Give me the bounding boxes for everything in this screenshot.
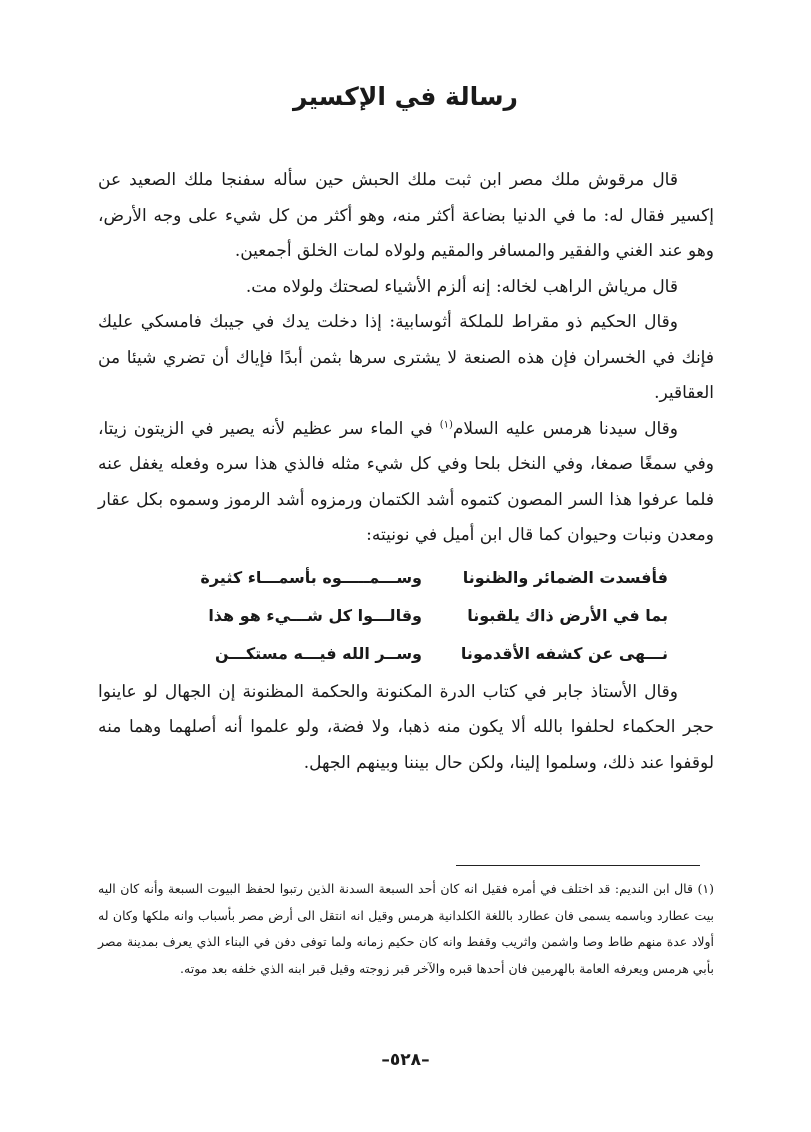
verse-first-hemistich: بما في الأرض ذاك يلقبونا [467,605,668,625]
footnote-text: (١) قال ابن النديم: قد اختلف في أمره فقيل انه كان أحد السبعة السدنة الذين رتبوا لحفظ البيوت السبعة وأنه كان اليه بيت عطارد وباسمه يسمى فان عطارد باللغة الكلدانية هرمس وقيل انه انتقل الى أرض مصر بأسباب وانه ملكها وكان له أولاد عدة منهم طاط وصا واشمن واثريب وقفط وانه كان حكيم زمانه ولما توفى دفن في البناء الذي يعرف بمدينة مصر بأبي هرمس ويعرفه العامة بالهرمين فان أحدها قبره والآخر قبر زوجته وقيل قبر ابنه الذي خلفه بعد موته. [98,881,714,976]
paragraph-marqush: قال مرقوش ملك مصر ابن ثبت ملك الحبش حين سأله سفنجا ملك الصعيد عن إكسير فقال له: ما في الدنيا بضاعة أكثر منه، وهو أكثر من كل شيء على وجه الأرض، وهو عند الغني والفقير والمسافر والمقيم ولولاه لمات الخلق أجمعين. [98,170,714,261]
verse-second-hemistich: وســـمـــــوه بأسمـــاء كثيرة [200,567,422,587]
paragraph-jabir: وقال الأستاذ جابر في كتاب الدرة المكنونة والحكمة المظنونة إن الجهال لو عاينوا حجر الحكماء لحلفوا بالله ألا يكون منه ذهبا، ولا فضة، ولو علموا أنه أصلهما وهما منه لوقفوا عند ذلك، وسلموا إلينا، ولكن حال بيننا وبينهم الجهل. [98,681,714,773]
verse-first-hemistich: فأفسدت الضمائر والظنونا [462,567,668,587]
verse-line [98,597,714,635]
footnote-reference[interactable]: (١) [439,418,453,430]
verse-first-hemistich: نـــهى عن كشفه الأقدمونا [460,643,668,663]
footnote-divider [456,865,700,866]
main-text [98,163,714,781]
paragraph-maryash: قال مرياش الراهب لخاله: إنه ألزم الأشياء لصحتك ولولاه مت. [245,276,678,297]
verse-line [98,559,714,597]
paragraph-hermes [98,412,714,554]
verse-second-hemistich: وســر الله فيـــه مستكـــن [215,643,422,663]
hermes-text-start: وقال سيدنا هرمس عليه السلام [452,418,678,439]
verse-line [98,635,714,673]
verse-second-hemistich: وقالـــوا كل شـــيء هو هذا [208,605,422,625]
footnote [98,876,714,982]
hermes-text-rest: في الماء سر عظيم لأنه يصير في الزيتون زيتا، وفي سمغًا صمغا، وفي النخل بلحا وفي كل شيء مثله فالذي هذا سره وفعله يغفل عنه فلما عرفوا هذا السر المصون كتموه أشد الكتمان ورمزوه أشد الرموز وسموه بكل عقار ومعدن ونبات وحيوان كما قال ابن أميل في نونيته: [98,418,714,545]
paragraph-democritus: وقال الحكيم ذو مقراط للملكة أثوسابية: إذا دخلت يدك في جيبك فامسكي عليك فإنك في الخسران فإن هذه الصنعة لا يشترى سرها بثمن أبدًا فإياك أن تضري شيئا من العقاقير. [98,312,714,403]
page-title: رسالة في الإكسير [293,82,518,111]
page-number: –٥٢٨– [381,1050,430,1070]
poem-verses [98,559,714,673]
